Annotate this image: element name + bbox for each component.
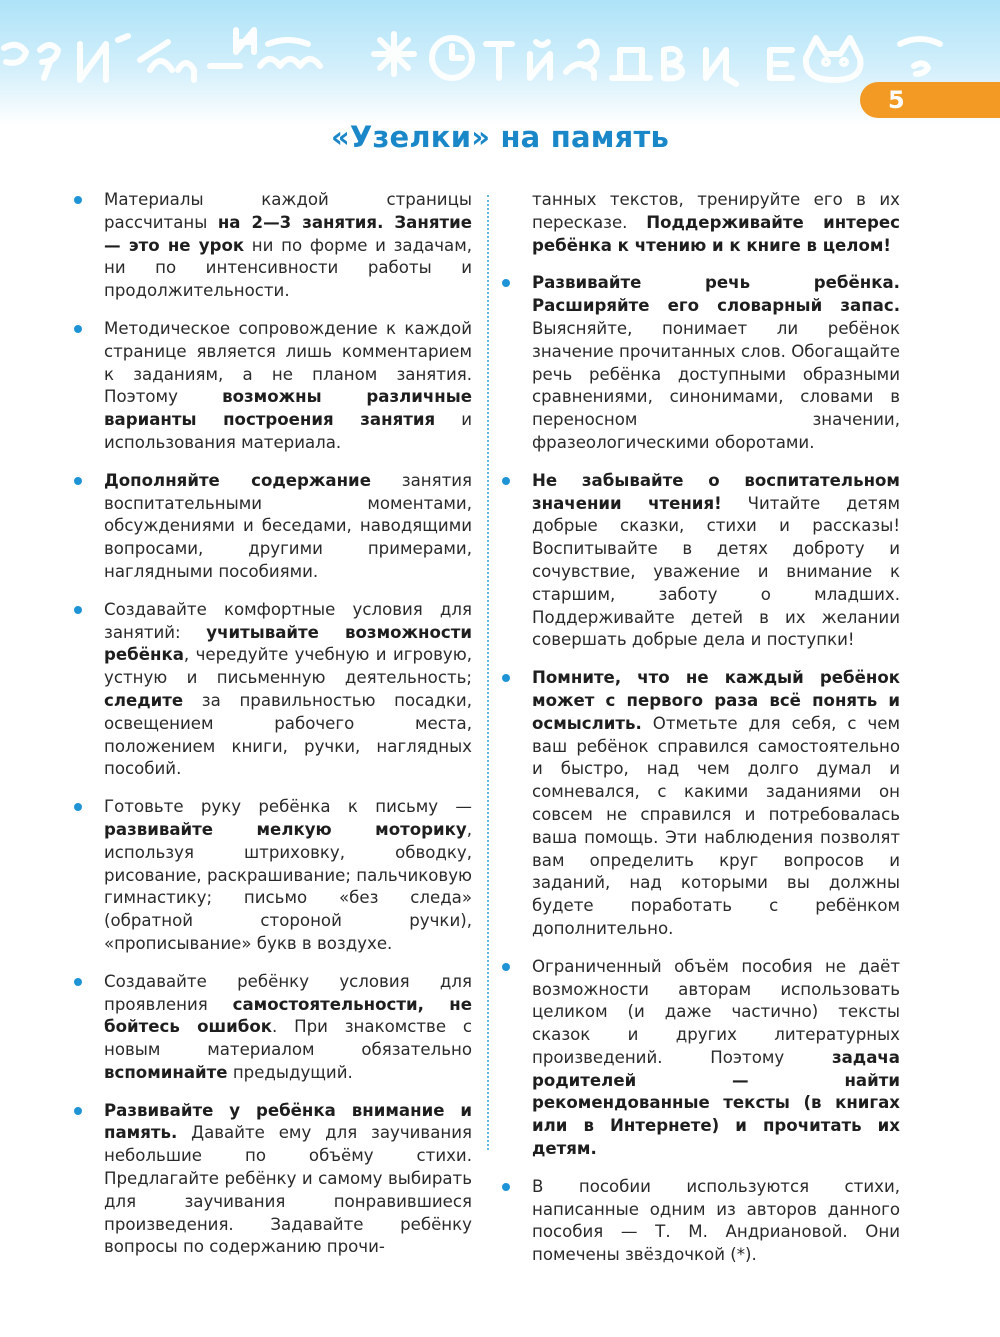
text-span: Отметьте для себя, с чем ваш ребёнок справился самостоятельно и быстро, над чем долго думал и сомневался, с какими заданиями он совсем не справился и потребовалась ваша помощь. Эти наблюдения позволят вам определить круг вопросов и заданий, над которыми вы должны будете поработать с ребёнком дополнительно. [532,713,900,938]
bullet-dot-icon [74,477,82,485]
bold-text-span: Не забывайте о воспитательном значении чтения! [532,470,900,513]
text-span: занятия воспитательными моментами, обсуждениями и беседами, наводящими вопросами, другими примерами, наглядными пособиями. [104,470,473,581]
bullet-dot-icon [74,1107,82,1115]
page-number-tab [860,82,1000,118]
page-number: 5 [888,86,905,114]
bullet-paragraph [104,796,472,956]
text-span: Давайте ему для заучивания небольшие по объёму стихи. Предлагайте ребёнку и самому выбирать для заучивания понравившиеся произведения. Задавайте ребёнку вопросы по содержанию прочи- [104,1123,472,1257]
bullet-paragraph [532,1176,900,1267]
bold-text-span: Поддерживайте интерес ребёнка к чтению и к книге в целом! [532,212,900,255]
page-title: «Узелки» на память [330,120,670,154]
bold-text-span: развивайте мелкую моторику [104,819,467,839]
text-span: танных текстов, тренируйте его в их пересказе. [532,190,900,232]
bold-text-span: вспоминайте [104,1062,228,1082]
bullet-paragraph [532,956,900,1161]
bold-text-span: Развивайте у ребёнка внимание и память. [104,1100,472,1143]
bullet-dot-icon [74,978,82,986]
bullet-dot-icon [502,963,510,971]
text-span: В пособии используются стихи, написанные одним из авторов данного пособия — Т. М. Андриановой. Они помечены звёздочкой (*). [532,1176,900,1265]
decorative-letter-banner [0,0,1000,125]
bullet-dot-icon [74,325,82,333]
bullet-dot-icon [74,803,82,811]
text-span: предыдущий. [227,1062,353,1082]
bullet-paragraph [532,470,900,652]
text-span: и использования материала. [104,410,472,452]
bullet-paragraph [532,667,900,941]
column-divider [487,195,489,1150]
bullet-dot-icon [502,477,510,485]
text-span: ни по форме и задачам, ни по интенсивности работы и продолжительности. [104,235,472,301]
text-span: Методическое сопровождение к каждой странице является лишь комментарием к заданиям, а не планом занятия. Поэтому [104,318,472,407]
bullet-paragraph [104,1100,472,1260]
bold-text-span: самостоятельности, не бойтесь ошибок [104,994,472,1037]
bullet-paragraph [104,318,472,455]
text-span: Материалы каждой страницы рассчитаны [104,190,472,232]
bullet-paragraph [532,272,900,454]
bold-text-span: на 2—3 занятия. Занятие — это не урок [104,212,472,255]
text-span: , используя штриховку, обводку, рисование, раскрашивание; пальчиковую гимнастику; письмо «без следа» (обратной стороной ручки), «прописывание» букв в воздухе. [104,819,472,953]
decorative-letters-illustration [0,0,1000,125]
right-column [532,189,900,1282]
bold-text-span: Помните, что не каждый ребёнок может с первого раза всё понять и осмыслить. [532,668,900,733]
bold-text-span: следите [104,690,184,710]
bullet-dot-icon [502,1183,510,1191]
bold-text-span: Дополняйте содержание [104,470,371,490]
bold-text-span: задача родителей — найти рекомендованные тексты (в книгах или в Интернете) и прочитать их детям. [532,1047,900,1159]
text-span: Выясняйте, понимает ли ребёнок значение прочитанных слов. Обогащайте речь ребёнка доступными образными сравнениями, синонимами, словами в переносном значении, фразеологическими оборотами. [532,318,900,452]
continued-paragraph [532,189,900,257]
bold-text-span: возможны различные варианты построения занятия [104,387,472,430]
text-span: Создавайте комфортные условия для занятий: [104,599,472,642]
bullet-dot-icon [74,606,82,614]
bullet-paragraph [104,971,472,1085]
text-span: за правильностью посадки, освещением рабочего места, положением книги, ручки, наглядных пособий. [104,690,472,779]
text-span: , чередуйте учебную и игровую, устную и письменную деятельность; [104,645,472,688]
bullet-paragraph [104,470,472,584]
bullet-dot-icon [502,674,510,682]
bullet-paragraph [104,599,472,781]
bullet-dot-icon [502,279,510,287]
text-span: Читайте детям добрые сказки, стихи и рассказы! Воспитывайте в детях доброту и сочувствие, уважение и внимание к старшим, заботу о младших. Поддерживайте детей в их желании совершать добрые дела и поступки! [532,493,900,650]
bold-text-span: учитывайте возможности ребёнка [104,622,472,665]
text-span: Готовьте руку ребёнка к письму — [104,797,472,817]
text-span: Ограниченный объём пособия не даёт возможности авторам использовать целиком (и даже частично) тексты сказок и других литературных произведений. Поэтому [532,956,900,1067]
text-span: Создавайте ребёнку условия для проявления [104,971,472,1014]
bullet-dot-icon [74,196,82,204]
left-column [104,189,472,1274]
text-span: . При знакомстве с новым материалом обязательно [104,1017,472,1060]
bullet-paragraph [104,189,472,303]
bold-text-span: Развивайте речь ребёнка. Расширяйте его словарный запас. [532,273,900,316]
